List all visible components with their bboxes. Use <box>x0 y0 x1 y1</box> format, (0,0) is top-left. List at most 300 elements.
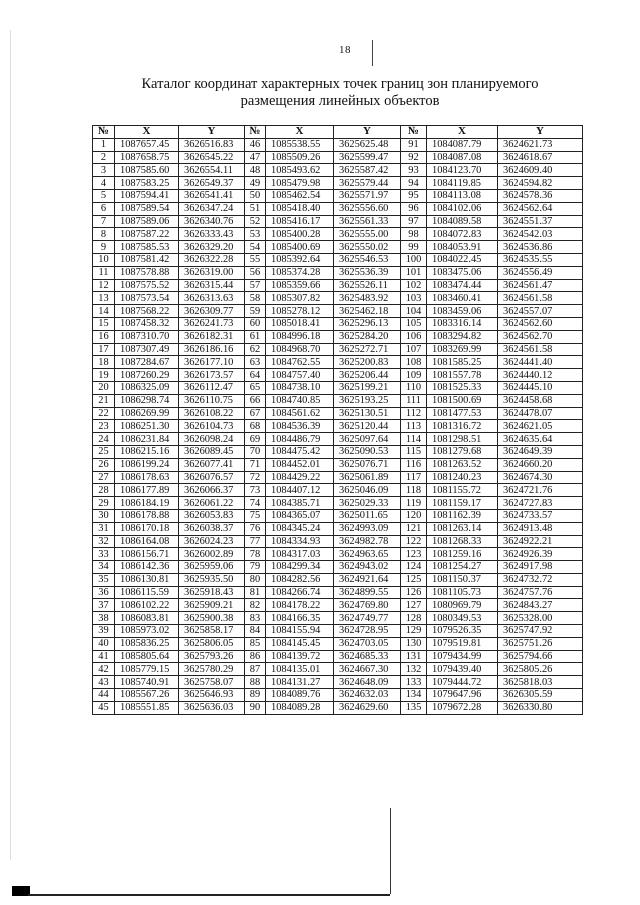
x-coordinate-cell: 1084145.45 <box>266 637 334 650</box>
point-number-cell: 5 <box>93 189 115 202</box>
y-coordinate-cell: 3626319.00 <box>179 266 245 279</box>
y-coordinate-cell: 3624441.40 <box>498 356 583 369</box>
point-number-cell: 31 <box>93 522 115 535</box>
point-number-cell: 95 <box>401 189 427 202</box>
y-coordinate-cell: 3624562.60 <box>498 317 583 330</box>
point-number-cell: 36 <box>93 586 115 599</box>
y-coordinate-cell: 3625556.60 <box>334 202 401 215</box>
y-coordinate-cell: 3626541.41 <box>179 189 245 202</box>
point-number-cell: 66 <box>245 394 266 407</box>
x-coordinate-cell: 1081298.51 <box>427 433 498 446</box>
table-row <box>93 317 583 330</box>
y-coordinate-cell: 3625636.03 <box>179 701 245 714</box>
point-number-cell: 46 <box>245 138 266 151</box>
x-coordinate-cell: 1084536.39 <box>266 420 334 433</box>
x-coordinate-cell: 1079647.96 <box>427 689 498 702</box>
point-number-cell: 17 <box>93 343 115 356</box>
point-number-cell: 68 <box>245 420 266 433</box>
point-number-cell: 132 <box>401 663 427 676</box>
x-coordinate-cell: 1086325.09 <box>115 381 179 394</box>
x-coordinate-cell: 1084282.56 <box>266 573 334 586</box>
x-coordinate-cell: 1086115.59 <box>115 586 179 599</box>
x-coordinate-cell: 1079672.28 <box>427 701 498 714</box>
x-coordinate-cell: 1084429.22 <box>266 471 334 484</box>
x-coordinate-cell: 1084089.58 <box>427 215 498 228</box>
y-coordinate-cell: 3625011.65 <box>334 509 401 522</box>
x-coordinate-cell: 1087594.41 <box>115 189 179 202</box>
point-number-cell: 49 <box>245 177 266 190</box>
header-x-2: X <box>266 126 334 139</box>
x-coordinate-cell: 1085509.26 <box>266 151 334 164</box>
table-row <box>93 343 583 356</box>
point-number-cell: 54 <box>245 241 266 254</box>
point-number-cell: 110 <box>401 381 427 394</box>
point-number-cell: 101 <box>401 266 427 279</box>
x-coordinate-cell: 1087585.53 <box>115 241 179 254</box>
y-coordinate-cell: 3624478.07 <box>498 407 583 420</box>
point-number-cell: 98 <box>401 228 427 241</box>
x-coordinate-cell: 1084299.34 <box>266 561 334 574</box>
table-row <box>93 241 583 254</box>
table-row <box>93 561 583 574</box>
point-number-cell: 40 <box>93 637 115 650</box>
coordinates-table-body <box>93 138 583 714</box>
y-coordinate-cell: 3624609.40 <box>498 164 583 177</box>
point-number-cell: 77 <box>245 535 266 548</box>
y-coordinate-cell: 3624621.05 <box>498 420 583 433</box>
x-coordinate-cell: 1081268.33 <box>427 535 498 548</box>
point-number-cell: 53 <box>245 228 266 241</box>
y-coordinate-cell: 3625076.71 <box>334 458 401 471</box>
y-coordinate-cell: 3624556.49 <box>498 266 583 279</box>
x-coordinate-cell: 1086184.19 <box>115 497 179 510</box>
x-coordinate-cell: 1084053.91 <box>427 241 498 254</box>
point-number-cell: 133 <box>401 676 427 689</box>
y-coordinate-cell: 3626182.31 <box>179 330 245 343</box>
header-num-1: № <box>93 126 115 139</box>
point-number-cell: 39 <box>93 625 115 638</box>
x-coordinate-cell: 1084486.79 <box>266 433 334 446</box>
point-number-cell: 103 <box>401 292 427 305</box>
table-row <box>93 548 583 561</box>
y-coordinate-cell: 3624562.64 <box>498 202 583 215</box>
y-coordinate-cell: 3624536.86 <box>498 241 583 254</box>
y-coordinate-cell: 3625625.48 <box>334 138 401 151</box>
y-coordinate-cell: 3625959.06 <box>179 561 245 574</box>
y-coordinate-cell: 3624993.09 <box>334 522 401 535</box>
table-row <box>93 573 583 586</box>
x-coordinate-cell: 1084072.83 <box>427 228 498 241</box>
x-coordinate-cell: 1084561.62 <box>266 407 334 420</box>
point-number-cell: 14 <box>93 305 115 318</box>
x-coordinate-cell: 1079439.40 <box>427 663 498 676</box>
table-row <box>93 650 583 663</box>
x-coordinate-cell: 1081525.33 <box>427 381 498 394</box>
y-coordinate-cell: 3625571.97 <box>334 189 401 202</box>
y-coordinate-cell: 3624926.39 <box>498 548 583 561</box>
y-coordinate-cell: 3624703.05 <box>334 637 401 650</box>
table-row <box>93 599 583 612</box>
point-number-cell: 35 <box>93 573 115 586</box>
x-coordinate-cell: 1084407.12 <box>266 484 334 497</box>
y-coordinate-cell: 3625794.66 <box>498 650 583 663</box>
point-number-cell: 64 <box>245 369 266 382</box>
point-number-cell: 21 <box>93 394 115 407</box>
x-coordinate-cell: 1087575.52 <box>115 279 179 292</box>
point-number-cell: 51 <box>245 202 266 215</box>
y-coordinate-cell: 3626305.59 <box>498 689 583 702</box>
x-coordinate-cell: 1085493.62 <box>266 164 334 177</box>
table-row <box>93 138 583 151</box>
x-coordinate-cell: 1084334.93 <box>266 535 334 548</box>
y-coordinate-cell: 3625193.25 <box>334 394 401 407</box>
point-number-cell: 6 <box>93 202 115 215</box>
y-coordinate-cell: 3626333.43 <box>179 228 245 241</box>
table-row <box>93 164 583 177</box>
y-coordinate-cell: 3624458.68 <box>498 394 583 407</box>
header-y-3: Y <box>498 126 583 139</box>
x-coordinate-cell: 1086251.30 <box>115 420 179 433</box>
point-number-cell: 86 <box>245 650 266 663</box>
point-number-cell: 130 <box>401 637 427 650</box>
point-number-cell: 37 <box>93 599 115 612</box>
x-coordinate-cell: 1087458.32 <box>115 317 179 330</box>
x-coordinate-cell: 1087589.54 <box>115 202 179 215</box>
y-coordinate-cell: 3625900.38 <box>179 612 245 625</box>
table-row <box>93 381 583 394</box>
page-number: 18 <box>339 44 351 56</box>
point-number-cell: 15 <box>93 317 115 330</box>
point-number-cell: 23 <box>93 420 115 433</box>
point-number-cell: 52 <box>245 215 266 228</box>
point-number-cell: 2 <box>93 151 115 164</box>
point-number-cell: 109 <box>401 369 427 382</box>
point-number-cell: 104 <box>401 305 427 318</box>
x-coordinate-cell: 1087583.25 <box>115 177 179 190</box>
table-row <box>93 177 583 190</box>
y-coordinate-cell: 3626315.44 <box>179 279 245 292</box>
x-coordinate-cell: 1086102.22 <box>115 599 179 612</box>
x-coordinate-cell: 1084139.72 <box>266 650 334 663</box>
scan-artifact-line-bottom <box>28 894 390 896</box>
point-number-cell: 42 <box>93 663 115 676</box>
y-coordinate-cell: 3625751.26 <box>498 637 583 650</box>
point-number-cell: 124 <box>401 561 427 574</box>
x-coordinate-cell: 1085400.69 <box>266 241 334 254</box>
point-number-cell: 112 <box>401 407 427 420</box>
x-coordinate-cell: 1084123.70 <box>427 164 498 177</box>
y-coordinate-cell: 3624649.39 <box>498 445 583 458</box>
x-coordinate-cell: 1081316.72 <box>427 420 498 433</box>
y-coordinate-cell: 3624561.58 <box>498 292 583 305</box>
table-row <box>93 279 583 292</box>
point-number-cell: 102 <box>401 279 427 292</box>
y-coordinate-cell: 3624727.83 <box>498 497 583 510</box>
x-coordinate-cell: 1084385.71 <box>266 497 334 510</box>
x-coordinate-cell: 1084178.22 <box>266 599 334 612</box>
point-number-cell: 43 <box>93 676 115 689</box>
y-coordinate-cell: 3626089.45 <box>179 445 245 458</box>
y-coordinate-cell: 3626313.63 <box>179 292 245 305</box>
x-coordinate-cell: 1083316.14 <box>427 317 498 330</box>
y-coordinate-cell: 3624621.73 <box>498 138 583 151</box>
y-coordinate-cell: 3624728.95 <box>334 625 401 638</box>
x-coordinate-cell: 1084089.76 <box>266 689 334 702</box>
point-number-cell: 123 <box>401 548 427 561</box>
y-coordinate-cell: 3624982.78 <box>334 535 401 548</box>
y-coordinate-cell: 3625097.64 <box>334 433 401 446</box>
x-coordinate-cell: 1084738.10 <box>266 381 334 394</box>
table-row <box>93 266 583 279</box>
y-coordinate-cell: 3624732.72 <box>498 573 583 586</box>
x-coordinate-cell: 1081585.25 <box>427 356 498 369</box>
y-coordinate-cell: 3624542.03 <box>498 228 583 241</box>
header-num-2: № <box>245 126 266 139</box>
scan-edge-shadow <box>10 30 11 860</box>
y-coordinate-cell: 3624535.55 <box>498 253 583 266</box>
point-number-cell: 82 <box>245 599 266 612</box>
x-coordinate-cell: 1085805.64 <box>115 650 179 663</box>
y-coordinate-cell: 3624594.82 <box>498 177 583 190</box>
table-row <box>93 471 583 484</box>
x-coordinate-cell: 1086177.89 <box>115 484 179 497</box>
x-coordinate-cell: 1086269.99 <box>115 407 179 420</box>
x-coordinate-cell: 1084475.42 <box>266 445 334 458</box>
x-coordinate-cell: 1081159.17 <box>427 497 498 510</box>
x-coordinate-cell: 1086164.08 <box>115 535 179 548</box>
y-coordinate-cell: 3626110.75 <box>179 394 245 407</box>
table-row <box>93 330 583 343</box>
y-coordinate-cell: 3626329.20 <box>179 241 245 254</box>
point-number-cell: 7 <box>93 215 115 228</box>
x-coordinate-cell: 1085836.25 <box>115 637 179 650</box>
y-coordinate-cell: 3626053.83 <box>179 509 245 522</box>
table-row <box>93 151 583 164</box>
point-number-cell: 28 <box>93 484 115 497</box>
y-coordinate-cell: 3624618.67 <box>498 151 583 164</box>
point-number-cell: 70 <box>245 445 266 458</box>
x-coordinate-cell: 1084166.35 <box>266 612 334 625</box>
x-coordinate-cell: 1085359.66 <box>266 279 334 292</box>
table-row <box>93 292 583 305</box>
y-coordinate-cell: 3624917.98 <box>498 561 583 574</box>
point-number-cell: 25 <box>93 445 115 458</box>
x-coordinate-cell: 1087307.49 <box>115 343 179 356</box>
point-number-cell: 26 <box>93 458 115 471</box>
table-row <box>93 394 583 407</box>
y-coordinate-cell: 3625599.47 <box>334 151 401 164</box>
x-coordinate-cell: 1081162.39 <box>427 509 498 522</box>
y-coordinate-cell: 3625206.44 <box>334 369 401 382</box>
x-coordinate-cell: 1081557.78 <box>427 369 498 382</box>
y-coordinate-cell: 3624749.77 <box>334 612 401 625</box>
x-coordinate-cell: 1087578.88 <box>115 266 179 279</box>
point-number-cell: 62 <box>245 343 266 356</box>
x-coordinate-cell: 1087260.29 <box>115 369 179 382</box>
y-coordinate-cell: 3624667.30 <box>334 663 401 676</box>
y-coordinate-cell: 3626076.57 <box>179 471 245 484</box>
point-number-cell: 11 <box>93 266 115 279</box>
y-coordinate-cell: 3626061.22 <box>179 497 245 510</box>
y-coordinate-cell: 3625646.93 <box>179 689 245 702</box>
point-number-cell: 1 <box>93 138 115 151</box>
x-coordinate-cell: 1081500.69 <box>427 394 498 407</box>
point-number-cell: 74 <box>245 497 266 510</box>
point-number-cell: 20 <box>93 381 115 394</box>
x-coordinate-cell: 1087573.54 <box>115 292 179 305</box>
table-row <box>93 305 583 318</box>
y-coordinate-cell: 3626241.73 <box>179 317 245 330</box>
point-number-cell: 44 <box>93 689 115 702</box>
point-number-cell: 96 <box>401 202 427 215</box>
y-coordinate-cell: 3626322.28 <box>179 253 245 266</box>
point-number-cell: 67 <box>245 407 266 420</box>
x-coordinate-cell: 1086215.16 <box>115 445 179 458</box>
y-coordinate-cell: 3626173.57 <box>179 369 245 382</box>
table-header-row <box>93 126 583 139</box>
y-coordinate-cell: 3625130.51 <box>334 407 401 420</box>
x-coordinate-cell: 1081105.73 <box>427 586 498 599</box>
y-coordinate-cell: 3626108.22 <box>179 407 245 420</box>
y-coordinate-cell: 3625561.33 <box>334 215 401 228</box>
x-coordinate-cell: 1084317.03 <box>266 548 334 561</box>
point-number-cell: 78 <box>245 548 266 561</box>
point-number-cell: 107 <box>401 343 427 356</box>
point-number-cell: 9 <box>93 241 115 254</box>
header-x-1: X <box>115 126 179 139</box>
y-coordinate-cell: 3624843.27 <box>498 599 583 612</box>
point-number-cell: 117 <box>401 471 427 484</box>
table-row <box>93 445 583 458</box>
point-number-cell: 87 <box>245 663 266 676</box>
point-number-cell: 76 <box>245 522 266 535</box>
point-number-cell: 13 <box>93 292 115 305</box>
y-coordinate-cell: 3624635.64 <box>498 433 583 446</box>
x-coordinate-cell: 1086130.81 <box>115 573 179 586</box>
y-coordinate-cell: 3625758.07 <box>179 676 245 689</box>
y-coordinate-cell: 3625935.50 <box>179 573 245 586</box>
table-row <box>93 215 583 228</box>
y-coordinate-cell: 3624963.65 <box>334 548 401 561</box>
x-coordinate-cell: 1086298.74 <box>115 394 179 407</box>
x-coordinate-cell: 1084119.85 <box>427 177 498 190</box>
x-coordinate-cell: 1084087.79 <box>427 138 498 151</box>
point-number-cell: 131 <box>401 650 427 663</box>
point-number-cell: 111 <box>401 394 427 407</box>
point-number-cell: 50 <box>245 189 266 202</box>
x-coordinate-cell: 1081240.23 <box>427 471 498 484</box>
point-number-cell: 45 <box>93 701 115 714</box>
y-coordinate-cell: 3624557.07 <box>498 305 583 318</box>
table-row <box>93 433 583 446</box>
x-coordinate-cell: 1085416.17 <box>266 215 334 228</box>
y-coordinate-cell: 3624899.55 <box>334 586 401 599</box>
x-coordinate-cell: 1085973.02 <box>115 625 179 638</box>
x-coordinate-cell: 1087587.22 <box>115 228 179 241</box>
point-number-cell: 89 <box>245 689 266 702</box>
y-coordinate-cell: 3625272.71 <box>334 343 401 356</box>
point-number-cell: 65 <box>245 381 266 394</box>
y-coordinate-cell: 3626038.37 <box>179 522 245 535</box>
x-coordinate-cell: 1081150.37 <box>427 573 498 586</box>
y-coordinate-cell: 3625806.05 <box>179 637 245 650</box>
x-coordinate-cell: 1085278.12 <box>266 305 334 318</box>
x-coordinate-cell: 1087310.70 <box>115 330 179 343</box>
table-row <box>93 497 583 510</box>
point-number-cell: 127 <box>401 599 427 612</box>
x-coordinate-cell: 1087568.22 <box>115 305 179 318</box>
point-number-cell: 114 <box>401 433 427 446</box>
x-coordinate-cell: 1084102.06 <box>427 202 498 215</box>
title-line-1: Каталог координат характерных точек границ зон планируемого <box>141 76 539 92</box>
table-row <box>93 522 583 535</box>
point-number-cell: 90 <box>245 701 266 714</box>
x-coordinate-cell: 1083269.99 <box>427 343 498 356</box>
x-coordinate-cell: 1084089.28 <box>266 701 334 714</box>
point-number-cell: 113 <box>401 420 427 433</box>
y-coordinate-cell: 3625805.26 <box>498 663 583 676</box>
y-coordinate-cell: 3626077.41 <box>179 458 245 471</box>
point-number-cell: 121 <box>401 522 427 535</box>
table-row <box>93 484 583 497</box>
y-coordinate-cell: 3625909.21 <box>179 599 245 612</box>
header-num-3: № <box>401 126 427 139</box>
y-coordinate-cell: 3624445.10 <box>498 381 583 394</box>
title-line-2: размещения линейных объектов <box>240 93 440 109</box>
point-number-cell: 61 <box>245 330 266 343</box>
point-number-cell: 122 <box>401 535 427 548</box>
point-number-cell: 8 <box>93 228 115 241</box>
coordinates-table <box>92 125 583 715</box>
point-number-cell: 59 <box>245 305 266 318</box>
y-coordinate-cell: 3625061.89 <box>334 471 401 484</box>
x-coordinate-cell: 1084266.74 <box>266 586 334 599</box>
y-coordinate-cell: 3625284.20 <box>334 330 401 343</box>
x-coordinate-cell: 1080349.53 <box>427 612 498 625</box>
table-row <box>93 189 583 202</box>
y-coordinate-cell: 3626549.37 <box>179 177 245 190</box>
table-row <box>93 612 583 625</box>
x-coordinate-cell: 1081263.14 <box>427 522 498 535</box>
table-row <box>93 637 583 650</box>
y-coordinate-cell: 3625200.83 <box>334 356 401 369</box>
point-number-cell: 93 <box>401 164 427 177</box>
x-coordinate-cell: 1083459.06 <box>427 305 498 318</box>
point-number-cell: 119 <box>401 497 427 510</box>
y-coordinate-cell: 3626554.11 <box>179 164 245 177</box>
table-row <box>93 509 583 522</box>
table-row <box>93 228 583 241</box>
x-coordinate-cell: 1085462.54 <box>266 189 334 202</box>
x-coordinate-cell: 1084155.94 <box>266 625 334 638</box>
point-number-cell: 18 <box>93 356 115 369</box>
point-number-cell: 3 <box>93 164 115 177</box>
x-coordinate-cell: 1084996.18 <box>266 330 334 343</box>
scan-artifact-line <box>372 40 373 66</box>
y-coordinate-cell: 3625780.29 <box>179 663 245 676</box>
y-coordinate-cell: 3625858.17 <box>179 625 245 638</box>
x-coordinate-cell: 1086170.18 <box>115 522 179 535</box>
y-coordinate-cell: 3625818.03 <box>498 676 583 689</box>
x-coordinate-cell: 1084365.07 <box>266 509 334 522</box>
y-coordinate-cell: 3624551.37 <box>498 215 583 228</box>
y-coordinate-cell: 3624578.36 <box>498 189 583 202</box>
x-coordinate-cell: 1084968.70 <box>266 343 334 356</box>
y-coordinate-cell: 3625462.18 <box>334 305 401 318</box>
point-number-cell: 56 <box>245 266 266 279</box>
y-coordinate-cell: 3626024.23 <box>179 535 245 548</box>
point-number-cell: 58 <box>245 292 266 305</box>
